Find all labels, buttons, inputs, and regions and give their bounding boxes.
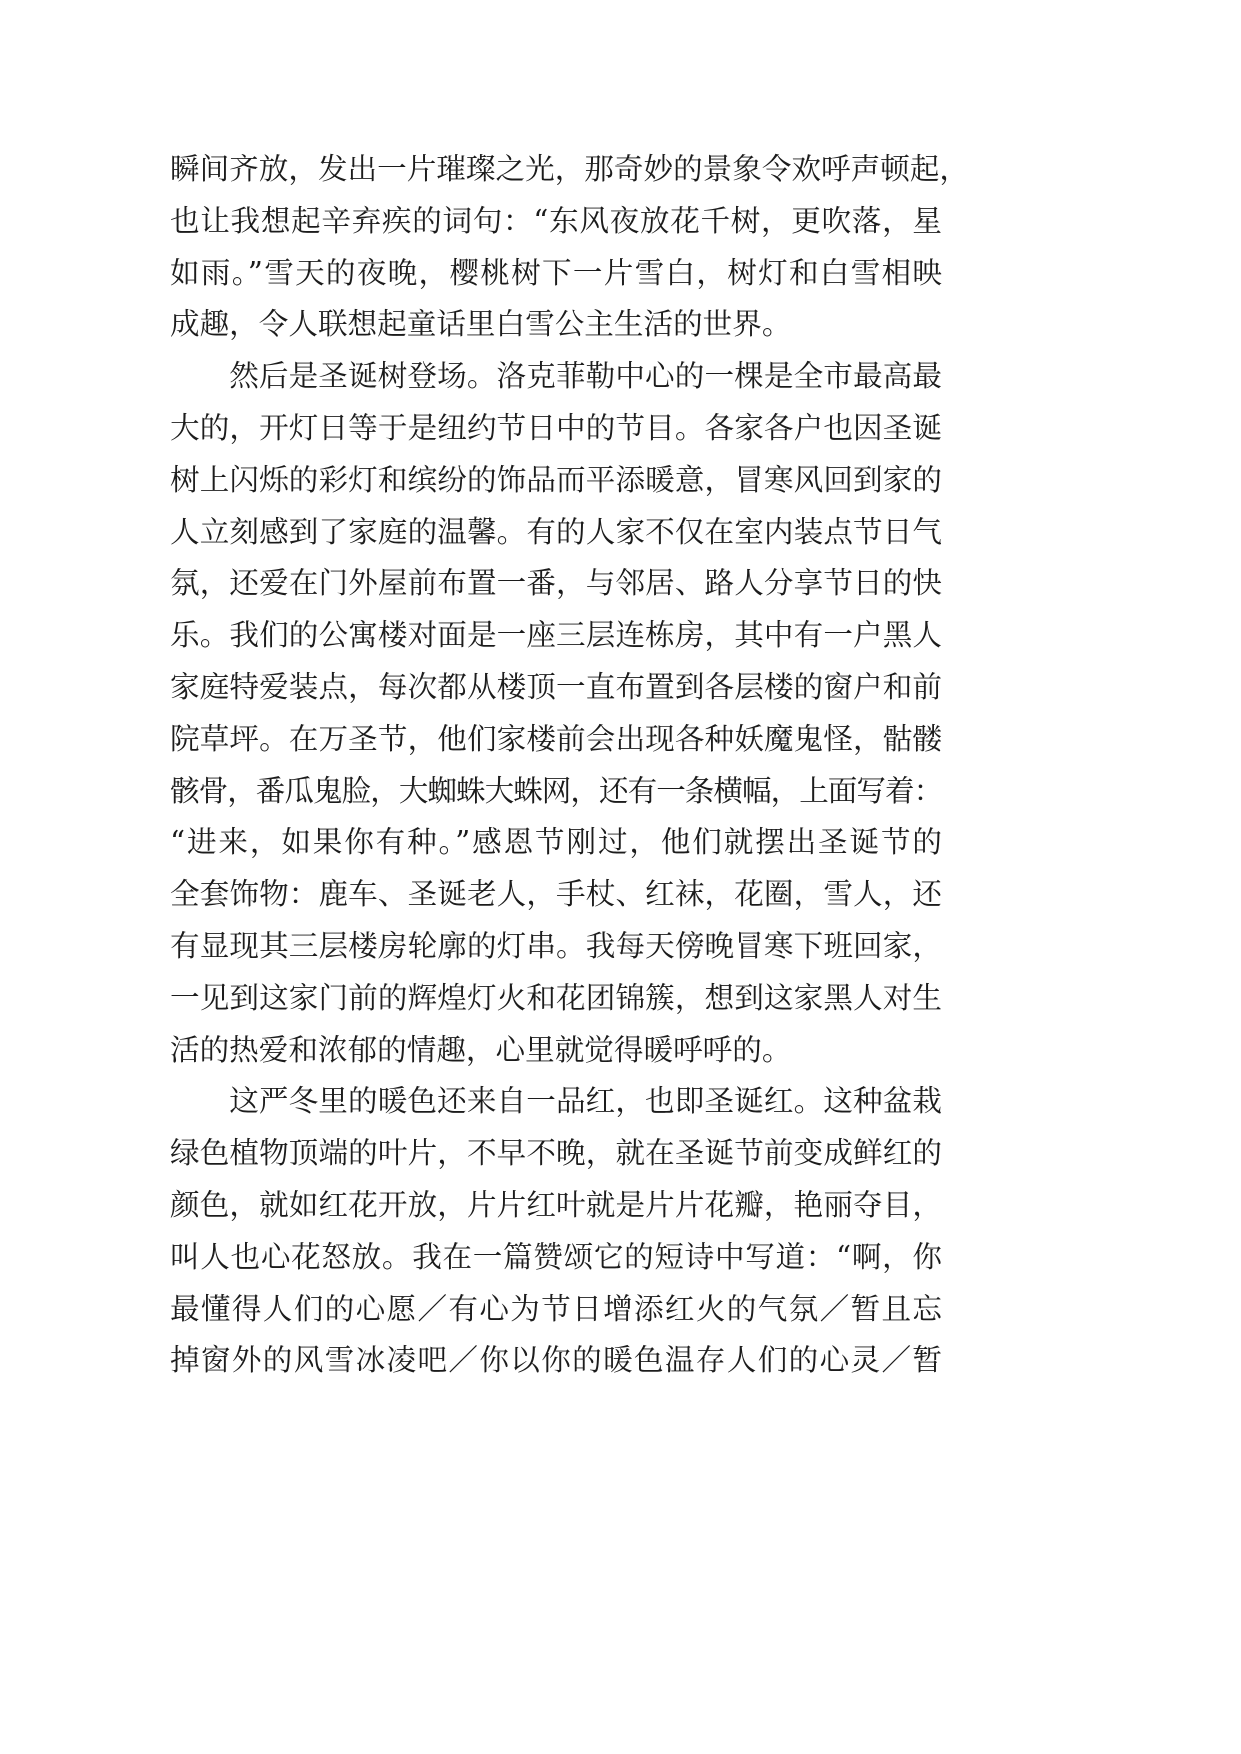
document-page (170, 144, 970, 1387)
text-line: 颜色，就如红花开放，片片红叶就是片片花瓣，艳丽夺目， (170, 1187, 942, 1222)
text-line: 然后是圣诞树登场。洛克菲勒中心的一棵是全市最高最 (229, 359, 942, 394)
text-line: 院草坪。在万圣节，他们家楼前会出现各种妖魔鬼怪，骷髅 (170, 721, 942, 756)
text-line: “进来，如果你有种。”感恩节刚过，他们就摆出圣诞节的 (170, 825, 942, 860)
text-line: 一见到这家门前的辉煌灯火和花团锦簇，想到这家黑人对生 (170, 980, 942, 1015)
text-line: 大的，开灯日等于是纽约节日中的节目。各家各户也因圣诞 (170, 410, 942, 445)
text-line: 这严冬里的暖色还来自一品红，也即圣诞红。这种盆栽 (229, 1084, 942, 1119)
text-line: 氛，还爱在门外屋前布置一番，与邻居、路人分享节日的快 (170, 566, 942, 601)
text-line: 家庭特爱装点，每次都从楼顶一直布置到各层楼的窗户和前 (170, 669, 942, 704)
text-line: 树上闪烁的彩灯和缤纷的饰品而平添暖意，冒寒风回到家的 (170, 462, 942, 497)
text-line: 乐。我们的公寓楼对面是一座三层连栋房，其中有一户黑人 (170, 618, 942, 653)
text-line: 绿色植物顶端的叶片，不早不晚，就在圣诞节前变成鲜红的 (170, 1136, 942, 1171)
text-line: 活的热爱和浓郁的情趣，心里就觉得暖呼呼的。 (170, 1032, 792, 1067)
text-line: 人立刻感到了家庭的温馨。有的人家不仅在室内装点节日气 (170, 514, 942, 549)
text-line: 全套饰物：鹿车、圣诞老人，手杖、红袜，花圈，雪人，还 (170, 877, 942, 912)
text-line: 叫人也心花怒放。我在一篇赞颂它的短诗中写道：“啊，你 (170, 1239, 942, 1274)
text-line: 成趣，令人联想起童话里白雪公主生活的世界。 (170, 307, 792, 342)
paragraph-2 (170, 351, 942, 1076)
paragraph-3 (170, 1076, 942, 1387)
text-line: 最懂得人们的心愿／有心为节日增添红火的气氛／暂且忘 (170, 1291, 942, 1326)
text-line: 也让我想起辛弃疾的词句：“东风夜放花千树，更吹落，星 (170, 203, 942, 238)
text-line: 有显现其三层楼房轮廓的灯串。我每天傍晚冒寒下班回家， (170, 928, 942, 963)
text-line: 如雨。”雪天的夜晚，樱桃树下一片雪白，树灯和白雪相映 (170, 255, 942, 290)
text-line: 骸骨，番瓜鬼脸，大蜘蛛大蛛网，还有一条横幅，上面写着： (170, 773, 942, 808)
text-line: 瞬间齐放，发出一片璀璨之光，那奇妙的景象令欢呼声顿起， (170, 152, 970, 186)
paragraph-1 (170, 144, 970, 351)
text-line: 掉窗外的风雪冰凌吧／你以你的暖色温存人们的心灵／暂 (170, 1343, 942, 1378)
